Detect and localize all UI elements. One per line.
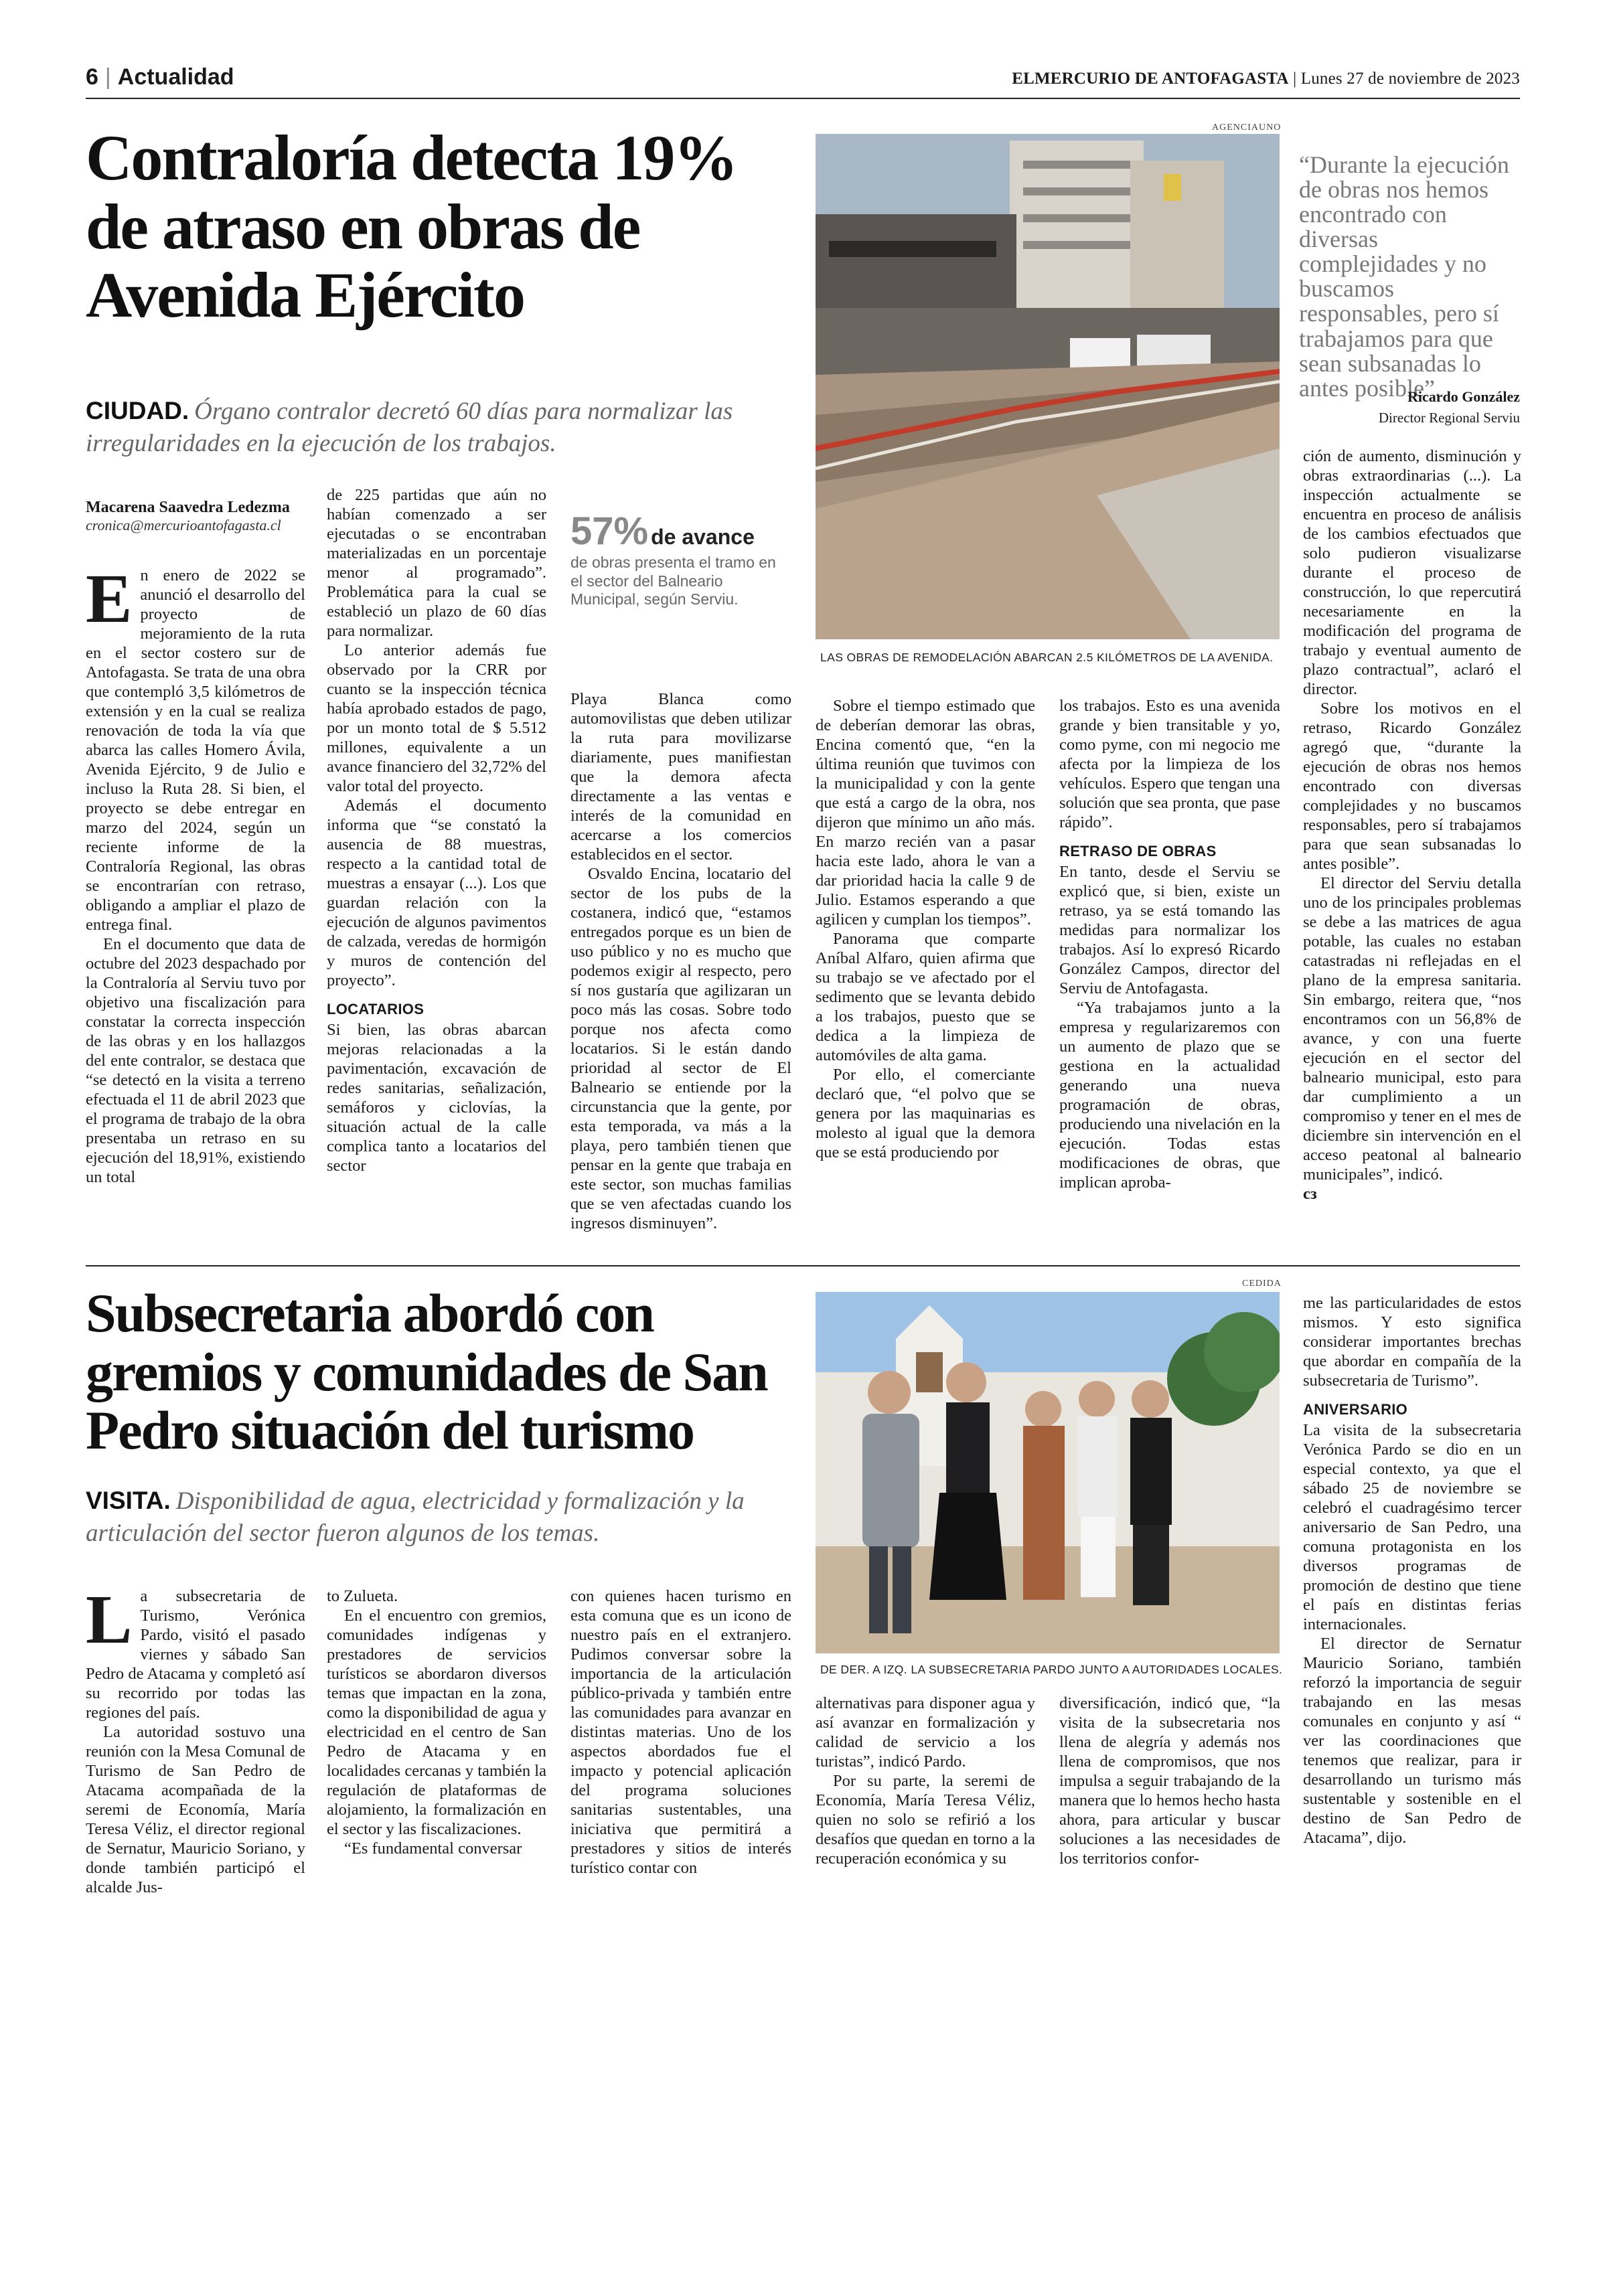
pull-quote-name: Ricardo González bbox=[1407, 388, 1520, 405]
header-separator: | bbox=[104, 64, 111, 90]
newspaper-name: ELMERCURIO DE ANTOFAGASTA bbox=[1012, 70, 1289, 88]
paragraph: Por su parte, la seremi de Economía, María Teresa Véliz, quien no solo se refirió a los desafíos que quedan en torno a la recuperación económica y su bbox=[816, 1772, 1035, 1868]
paragraph: to Zulueta. bbox=[327, 1587, 398, 1605]
article1-column-5 bbox=[1059, 696, 1280, 1192]
article2-column-3 bbox=[570, 1586, 791, 1878]
article1-headline: Contraloría detecta 19% de atraso en obras de Avenida Ejército bbox=[86, 122, 737, 331]
subheading-aniversario: ANIVERSARIO bbox=[1303, 1401, 1408, 1418]
header-rule bbox=[86, 98, 1520, 99]
paragraph: me las particularidades de estos mismos. Y esto significa considerar importantes brechas que abordar en compañía de la subsecretaria de Turismo”. bbox=[1303, 1294, 1521, 1390]
group-photo-image bbox=[816, 1292, 1280, 1653]
paragraph: Panorama que comparte Aníbal Alfaro, quien afirma que su trabajo se ve afectado por el sedimento que se levanta debido a los trabajos, puesto que se dedica a la limpieza de automóviles de alta gama. bbox=[816, 930, 1035, 1064]
issue-date: Lunes 27 de noviembre de 2023 bbox=[1300, 70, 1520, 88]
paragraph: con quienes hacen turismo en esta comuna que es un icono de nuestro país en el extranjero. Pudimos conversar sobre la importancia de la articulación público-privada y también entre las comunidades para avanzar en distintas materias. Uno de los aspectos abordados fue el impacto y potencial aplicación del programa soluciones sanitarias sustentables, una iniciativa que permitirá a prestadores y sitios de interés turístico contar con bbox=[570, 1587, 791, 1877]
page-number: 6 bbox=[86, 64, 98, 90]
article2-kicker-tag: VISITA. bbox=[86, 1487, 171, 1514]
paragraph: Además el documento informa que “se constató la ausencia de 88 muestras, respecto a la cantidad total de muestras a ensayar (...). Los que guardan relación con la ejecución de algunos pavimentos de calzada, veredas de hormigón y muros de contención del proyecto”. bbox=[327, 797, 546, 989]
paragraph: “Es fundamental conversar bbox=[344, 1839, 522, 1858]
stat-description: de obras presenta el tramo en el sector del Balneario Municipal, según Serviu. bbox=[570, 554, 776, 608]
article2-kicker bbox=[86, 1485, 809, 1550]
paragraph: n enero de 2022 se anunció el desarrollo del proyecto de mejoramiento de la ruta en el sector costero sur de Antofagasta. Se trata de una obra que contempló 3,5 kilómetros de extensión y en la cual se realiza renovación de toda la vía que abarca las calles Homero Ávila, Avenida Ejército, 9 de Julio e incluso la Ruta 28. Si bien, el proyecto se debe entregar en marzo del 2024, según un reciente informe de la Contraloría Regional, las obras se encontrarían con retraso, obligando a ampliar el plazo de entrega final. bbox=[86, 566, 305, 934]
article2-column-2 bbox=[327, 1586, 546, 1858]
dropcap: L bbox=[86, 1581, 133, 1658]
photo-group bbox=[816, 1292, 1280, 1653]
paragraph: Si bien, las obras abarcan mejoras relacionadas a la pavimentación, excavación de redes sanitarias, señalización, semáforos y ciclovías, la situación actual de la calle complica tanto a locatarios del sector bbox=[327, 1021, 546, 1175]
paragraph: los trabajos. Esto es una avenida grande y bien transitable y yo, como pyme, con mi negocio me afecta por la limpieza de los vehículos. Espero que tengan una solución que sea pronta, que pase rápido”. bbox=[1059, 697, 1280, 831]
paragraph: Sobre los motivos en el retraso, Ricardo González agregó que, “durante la ejecución de obras nos hemos encontrado con diversas complejidades y no buscamos responsables, pero sí trabajamos para que sean subsanadas lo antes posible”. bbox=[1303, 700, 1521, 873]
stat-label: de avance bbox=[651, 525, 755, 549]
paragraph: alternativas para disponer agua y así avanzar en formalización y calidad de servicio a los turistas”, indicó Pardo. bbox=[816, 1694, 1035, 1771]
masthead-info: ELMERCURIO DE ANTOFAGASTA | Lunes 27 de noviembre de 2023 bbox=[1012, 70, 1520, 88]
article1-column-3 bbox=[570, 689, 791, 1233]
paragraph: Lo anterior además fue observado por la CRR por cuanto se la inspección técnica había aprobado estados de pago, por un monto total de $ 5.512 millones, equivalente a un avance financiero del 32,72% del valor total del proyecto. bbox=[327, 641, 546, 795]
author-name: Macarena Saavedra Ledezma bbox=[86, 499, 290, 516]
paragraph: de 225 partidas que aún no habían comenzado a ser ejecutadas o se encontraban materializadas en un porcentaje menor al programado”. Problemática para la cual se estableció un plazo de 60 días para normalizar. bbox=[327, 486, 546, 640]
stat-number: 57% bbox=[570, 509, 649, 553]
paragraph: diversificación, indicó que, “la visita de la subsecretaria nos llena de alegría y además nos llena de compromisos, que nos impulsa a seguir trabajando de la manera que lo hemos hecho hasta ahora, para articular y buscar soluciones a las necesidades de los territorios confor- bbox=[1059, 1694, 1280, 1868]
dropcap: E bbox=[86, 560, 133, 637]
article1-byline bbox=[86, 499, 313, 534]
end-mark: cз bbox=[1303, 1185, 1317, 1203]
paragraph: La autoridad sostuvo una reunión con la Mesa Comunal de Turismo de San Pedro de Atacama acompañada de la seremi de Economía, María Teresa Véliz, el director regional de Sernatur, Mauricio Soriano, y donde también participó el alcalde Jus- bbox=[86, 1723, 305, 1896]
photo2-caption: DE DER. A IZQ. LA SUBSECRETARIA PARDO JUNTO A AUTORIDADES LOCALES. bbox=[820, 1663, 1283, 1676]
article1-column-4 bbox=[816, 696, 1035, 1162]
roadworks-image bbox=[816, 134, 1280, 639]
article1-kicker-tag: CIUDAD. bbox=[86, 397, 189, 424]
photo1-credit: AGENCIAUNO bbox=[1212, 122, 1282, 133]
article1-kicker-text: Órgano contralor decretó 60 días para normalizar las irregularidades en la ejecución de los trabajos. bbox=[86, 398, 733, 458]
paragraph: Sobre el tiempo estimado que de deberían demorar las obras, Encina comentó que, “en la última reunión que tuvimos con la municipalidad y con la gente que está a cargo de la obra, nos dijeron que mínimo un año más. En marzo recién van a pasar hacia este lado, ahora le van a dar prioridad hacia la calle 9 de Julio. Estamos esperando a que agilicen y cumplan los tiempos”. bbox=[816, 697, 1035, 928]
page-section-header bbox=[86, 64, 234, 90]
subheading-locatarios: LOCATARIOS bbox=[327, 1001, 425, 1017]
paragraph: El director de Sernatur Mauricio Soriano, también reforzó la importancia de seguir trabajando en las mesas comunales en conjunto y así “ ver las coordinaciones que tenemos que realizar, para ir desarrollando un turismo más sustentable y sostenible en el destino de San Pedro de Atacama”, dijo. bbox=[1303, 1635, 1521, 1847]
paragraph: “Ya trabajamos junto a la empresa y regularizaremos con un aumento de plazo que se gestiona en la actualidad generando una nueva programación de obras, produciendo una nivelación en la ejecución. Todas estas modificaciones de obras, que implican aproba- bbox=[1059, 999, 1280, 1192]
paragraph: En tanto, desde el Serviu se explicó que, si bien, existe un retraso, ya se está tomando las medidas para normalizar los trabajos. Así lo expresó Ricardo González Campos, director del Serviu de Antofagasta. bbox=[1059, 863, 1280, 997]
author-email: cronica@mercurioantofagasta.cl bbox=[86, 517, 281, 534]
subheading-retraso: RETRASO DE OBRAS bbox=[1059, 843, 1217, 859]
photo2-credit: CEDIDA bbox=[1242, 1279, 1282, 1289]
stat-box bbox=[570, 509, 791, 609]
article2-kicker-text: Disponibilidad de agua, electricidad y formalización y la articulación del sector fueron algunos de los temas. bbox=[86, 1487, 745, 1548]
paragraph: Por ello, el comerciante declaró que, “el polvo que se genera por las maquinarias es molesto al igual que la demora que se está produciendo por bbox=[816, 1066, 1035, 1161]
article-divider bbox=[86, 1265, 1520, 1266]
paragraph: Osvaldo Encina, locatario del sector de los pubs de la costanera, indicó que, “estamos entregados porque es un bien de uso público y no es mucho que podemos exigir al respecto, pero sí nos gustaría que agilizaran un poco más las cosas. Sobre todo porque nos afecta como locatarios. Si le están dando prioridad al sector de El Balneario se entiende por la circunstancia que la gente, por esta temporada, va más a la playa, pero también tienen que pensar en la gente que trabaja en este sector, son muchas familias que se ven afectadas cuando los ingresos disminuyen”. bbox=[570, 865, 791, 1232]
article1-column-2 bbox=[327, 485, 546, 1175]
article1-column-1 bbox=[86, 560, 305, 1187]
article2-column-5 bbox=[1059, 1694, 1280, 1868]
paragraph: En el documento que data de octubre del 2023 despachado por la Contraloría al Serviu tuvo por objetivo una fiscalización para constatar la correcta inspección de las obras y en los hallazgos del ente contralor, se destaca que “se detectó en la visita a terreno efectuada el 11 de abril 2023 que el programa de trabajo de la obra presentaba un retraso en su ejecución del 18,91%, existiendo un total bbox=[86, 935, 305, 1186]
paragraph: a subsecretaria de Turismo, Verónica Pardo, visitó el pasado viernes y sábado San Pedro de Atacama y completó así su recorrido por todas las regiones del país. bbox=[86, 1587, 305, 1722]
article1-kicker bbox=[86, 395, 795, 460]
article2-column-6 bbox=[1303, 1293, 1521, 1848]
section-name: Actualidad bbox=[117, 64, 234, 90]
article2-column-4 bbox=[816, 1694, 1035, 1868]
article2-column-1 bbox=[86, 1581, 305, 1897]
paragraph: ción de aumento, disminución y obras extraordinarias (...). La inspección actualmente se encuentra en proceso de análisis de los cambios efectuados que solo pudieron visualizarse durante el proceso de construcción, lo que repercutirá necesariamente en la modificación del programa de trabajo y eventual aumento de plazo contractual”, aclaró el director. bbox=[1303, 447, 1521, 698]
paragraph: Playa Blanca como automovilistas que deben utilizar la ruta para movilizarse diariamente, pues manifiestan que la demora afecta directamente a las ventas e interés de la comunidad en acercarse a los comercios establecidos en el sector. bbox=[570, 690, 791, 864]
photo1-caption: LAS OBRAS DE REMODELACIÓN ABARCAN 2.5 KILÓMETROS DE LA AVENIDA. bbox=[820, 651, 1274, 664]
paragraph: La visita de la subsecretaria Verónica Pardo se dio en un especial contexto, ya que el sábado 25 de noviembre se celebró el cuadragésimo tercer aniversario de San Pedro, una comuna protagonista en los diversos programas de promoción de destino que tiene el país en distintas ferias internacionales. bbox=[1303, 1421, 1521, 1633]
paragraph: En el encuentro con gremios, comunidades indígenas y prestadores de servicios turísticos se abordaron diversos temas que impactan en la zona, como la disponibilidad de agua y electricidad en el centro de San Pedro de Atacama y en localidades cercanas y también la regulación de plataformas de alojamiento, la formalización en el sector y las fiscalizaciones. bbox=[327, 1607, 546, 1838]
photo-roadworks bbox=[816, 134, 1280, 639]
article2-headline: Subsecretaria abordó con gremios y comunidades de San Pedro situación del turismo bbox=[86, 1283, 767, 1461]
pull-quote: “Durante la ejecución de obras nos hemos encontrado con diversas complejidades y no buscamos responsables, pero sí trabajamos para que sean subsanadas lo antes posible”. bbox=[1299, 151, 1509, 402]
article1-column-6 bbox=[1303, 446, 1521, 1204]
paragraph: El director del Serviu detalla uno de los principales problemas se debe a las matrices de agua potable, las cuales no estaban catastradas ni reflejadas en el plano de la empresa sanitaria. Sin embargo, reitera que, “nos encontramos con un 56,8% de avance, y con una fuerte ejecución en el sector del balneario municipal, esto para dar cumplimiento a un compromiso y tener en el mes de diciembre sin intervención en el acceso peatonal al balneario municipales”, indicó. bbox=[1303, 874, 1521, 1183]
pull-quote-role: Director Regional Serviu bbox=[1378, 410, 1520, 426]
